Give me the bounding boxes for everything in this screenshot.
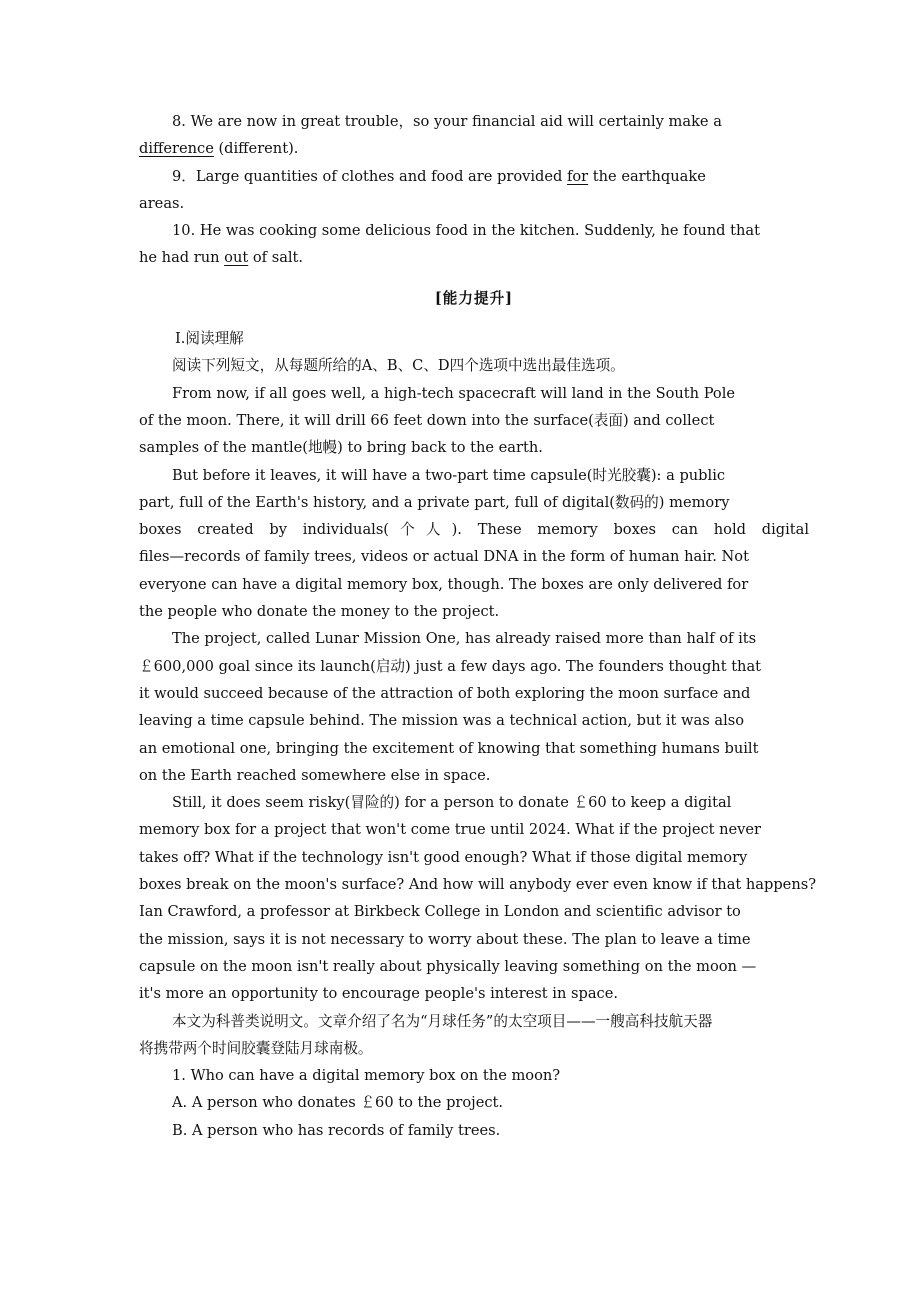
q10-pre: he had run [139,249,225,267]
p3-line-1: The project, called Lunar Mission One, has already raised more than half of its [172,630,757,648]
p3-line-3: it would succeed because of the attraction of both exploring the moon surface and [139,684,751,702]
p4-line-4: boxes break on the moon's surface? And how will anybody ever even know if that happens? [139,876,817,894]
p1-line-2: of the moon. There, it will drill 66 feet down into the surface(表面) and collect [139,411,715,429]
p1-line-1: From now, if all goes well, a high-tech spacecraft will land in the South Pole [172,384,736,402]
question-1-stem: 1. Who can have a digital memory box on the moon? [172,1067,561,1085]
document-page [139,108,817,1144]
p2-line-2: part, full of the Earth's history, and a private part, full of digital(数码的) memory [139,493,730,511]
q9-line-1 [139,163,809,190]
p3-line-6: on the Earth reached somewhere else in space. [139,766,491,784]
q8-answer: difference [139,140,214,158]
q9-answer: for [566,167,589,185]
q9-pre: 9．Large quantities of clothes and food are provided [172,167,567,185]
q10-answer: out [224,249,249,267]
reading-instruction: 阅读下列短文，从每题所给的A、B、C、D四个选项中选出最佳选项。 [172,357,625,375]
p4-line-6: the mission, says it is not necessary to worry about these. The plan to leave a time [139,930,751,948]
question-1-option-b: B. A person who has records of family trees. [172,1121,501,1139]
q10-post: of salt. [248,249,304,267]
question-1-option-a: A. A person who donates ￡60 to the project. [172,1094,504,1112]
q9-post: the earthquake [588,167,706,185]
q9-line-2: areas. [139,194,185,212]
p2-line-3: boxes created by individuals(个人). These memory boxes can hold digital [139,521,809,539]
p4-line-8: it's more an opportunity to encourage people's interest in space. [139,985,618,1003]
p4-line-5: Ian Crawford, a professor at Birkbeck College in London and scientific advisor to [139,903,741,921]
p4-line-3: takes off? What if the technology isn't good enough? What if those digital memory [139,848,748,866]
p4-line-2: memory box for a project that won't come true until 2024. What if the project never [139,821,762,839]
p2-line-1: But before it leaves, it will have a two-part time capsule(时光胶囊): a public [172,466,726,484]
p3-line-2: ￡600,000 goal since its launch(启动) just a few days ago. The founders thought that [139,657,762,675]
p4-line-7: capsule on the moon isn't really about physically leaving something on the moon — [139,957,757,975]
reading-heading: Ⅰ.阅读理解 [175,330,244,348]
p1-line-3: samples of the mantle(地幔) to bring back to the earth. [139,439,543,457]
p2-line-5: everyone can have a digital memory box, though. The boxes are only delivered for [139,575,749,593]
p3-line-5: an emotional one, bringing the excitement of knowing that something humans built [139,739,759,757]
q8-hint: (different). [213,140,299,158]
summary-line-1: 本文为科普类说明文。文章介绍了名为“月球任务”的太空项目——一艘高科技航天器 [172,1012,713,1030]
q8-line-2 [139,135,809,162]
summary-line-2: 将携带两个时间胶囊登陆月球南极。 [139,1039,373,1057]
p2-line-6: the people who donate the money to the project. [139,603,500,621]
q10-line-2 [139,244,809,271]
p4-line-1: Still, it does seem risky(冒险的) for a person to donate ￡60 to keep a digital [172,794,732,812]
q10-line-1: 10. He was cooking some delicious food in the kitchen. Suddenly, he found that [172,222,760,240]
section-title: [能力提升] [434,289,514,307]
p2-line-4: files—records of family trees, videos or actual DNA in the form of human hair. Not [139,548,749,566]
p3-line-4: leaving a time capsule behind. The mission was a technical action, but it was also [139,712,745,730]
q8-line-1: 8. We are now in great trouble，so your financial aid will certainly make a [172,113,722,130]
